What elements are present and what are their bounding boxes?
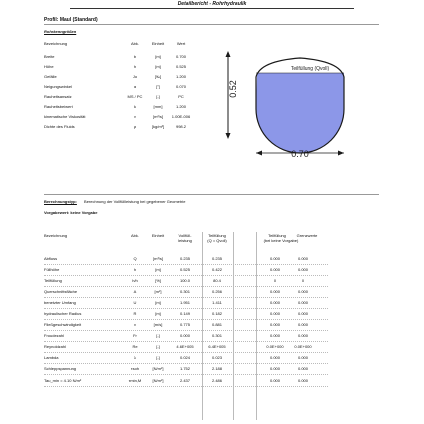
row-v4: 0.000 <box>297 366 308 371</box>
row-unit: [m] <box>155 300 161 305</box>
res-header-v2b: (Q = Qvoll) <box>207 238 227 243</box>
row-name: Füllhöhe <box>44 267 60 272</box>
res-header-v3a: Teilfüllung <box>268 233 286 238</box>
row-v2: 6.4E+005 <box>208 344 226 349</box>
row-v2: 0.182 <box>211 311 222 316</box>
row-value: 1.200 <box>175 104 186 109</box>
calc-type-value: Berechnung der Vollfüllleistung bei gegebener Geometrie <box>84 199 186 204</box>
row-abk: A <box>133 289 137 294</box>
row-v2: 0.256 <box>211 289 222 294</box>
row-v1: 100.0 <box>179 278 190 283</box>
row-v4: 0.0E+000 <box>294 344 312 349</box>
row-v2: 80.4 <box>213 278 221 283</box>
row-divider <box>44 386 328 387</box>
section-divider <box>44 194 379 195</box>
row-v1: 1.752 <box>179 366 190 371</box>
row-abk: τmin,M <box>128 378 142 383</box>
row-value: 0.070 <box>175 84 186 89</box>
row-v1: 0.149 <box>179 311 190 316</box>
col-header-value: Wert <box>176 41 186 46</box>
row-v4: 0.000 <box>297 256 308 261</box>
profile-divider <box>44 24 379 25</box>
row-name: Froudezahl <box>44 333 65 338</box>
row-v1: 2.437 <box>179 378 190 383</box>
profile-label: Profil: <box>44 17 59 23</box>
row-unit: [%] <box>155 278 161 283</box>
row-unit: [‰] <box>154 74 162 79</box>
row-v4: 0.000 <box>297 289 308 294</box>
row-abk: h/h <box>132 278 138 283</box>
row-v1: 1.951 <box>179 300 190 305</box>
res-header-name: Bezeichnung <box>44 233 68 238</box>
row-unit: [m] <box>155 311 161 316</box>
row-value: 1.200 <box>175 74 186 79</box>
res-header-v1b: leistung <box>178 238 192 243</box>
row-divider <box>44 319 328 320</box>
row-v3: 0.000 <box>269 333 280 338</box>
row-unit: [-] <box>156 355 160 360</box>
row-v2: 0.422 <box>211 267 222 272</box>
res-header-v3b: (bei keine Vorgabe) <box>263 238 299 243</box>
row-divider <box>44 352 328 353</box>
row-unit: [m] <box>155 267 161 272</box>
row-name: Gefälle <box>44 74 57 79</box>
res-header-abk: Abk. <box>130 233 139 238</box>
row-name: Breite <box>44 54 55 59</box>
report-header <box>0 0 424 10</box>
row-v3: 0.000 <box>269 322 280 327</box>
row-v4: 0.000 <box>297 311 308 316</box>
row-name: Neigungswinkel <box>44 84 73 89</box>
row-unit: [m/s] <box>153 322 163 327</box>
row-abk: ν <box>134 114 136 119</box>
row-value: 998.2 <box>175 124 186 129</box>
row-name: Rauheitsansatz <box>44 94 72 99</box>
row-abk: v <box>134 322 136 327</box>
row-v1: 0.301 <box>179 289 190 294</box>
res-header-v4a: Grenzwerte <box>296 233 318 238</box>
row-v3: 0.000 <box>269 300 280 305</box>
row-unit: [°] <box>156 84 160 89</box>
row-v2: 2.486 <box>211 378 222 383</box>
row-abk: Re <box>132 344 138 349</box>
row-abk: τsoh <box>130 366 140 371</box>
row-name: Abfluss <box>44 256 58 261</box>
res-header-v2a: Teilfüllung <box>208 233 226 238</box>
row-abk: k <box>134 104 136 109</box>
row-v2: 1.411 <box>212 300 222 305</box>
row-divider <box>44 297 328 298</box>
row-name: Lambda <box>44 355 59 360</box>
row-unit: [N/m²] <box>152 366 164 371</box>
row-name: benetzter Umfang <box>44 300 76 305</box>
row-unit: [m²] <box>154 289 162 294</box>
row-unit: [kg/m³] <box>151 124 165 129</box>
row-name: Rauheitsbeiwert <box>44 104 73 109</box>
row-v4: 0.000 <box>297 355 308 360</box>
row-abk: MS / PC <box>127 94 143 99</box>
row-name: hydraulischer Radius <box>44 311 82 316</box>
row-v4: 0.000 <box>297 333 308 338</box>
res-header-v1a: Vollfüll- <box>178 233 192 238</box>
row-v1: 0.000 <box>179 333 190 338</box>
row-unit: [m] <box>155 64 161 69</box>
row-v1: 4.6E+005 <box>176 344 194 349</box>
row-unit: [m] <box>155 54 161 59</box>
row-v4: 0.000 <box>297 322 308 327</box>
row-v2: 0.881 <box>211 322 222 327</box>
row-divider <box>44 308 328 309</box>
col-header-unit: Einheit <box>151 41 165 46</box>
profile-value: Maul (Standard) <box>59 17 98 23</box>
row-v3: 0.000 <box>269 366 280 371</box>
row-v3: 0.000 <box>269 256 280 261</box>
col-header-name: Bezeichnung <box>44 41 68 46</box>
row-name: Reynoldzahl <box>44 344 67 349</box>
row-divider <box>44 330 328 331</box>
row-v3: 0.000 <box>269 267 280 272</box>
row-value: 0.700 <box>175 54 186 59</box>
row-abk: Q <box>133 256 137 261</box>
vorgabe-label: Vorgabewert: <box>44 210 70 215</box>
row-divider <box>44 341 328 342</box>
row-abk: h <box>133 64 137 69</box>
vorgabe-value: keine Vorgabe <box>70 210 98 215</box>
row-abk: Jo <box>132 74 138 79</box>
row-value: PC <box>178 94 184 99</box>
row-name: Teilfüllung <box>44 278 62 283</box>
row-name: Fließgeschwindigkeit <box>44 322 82 327</box>
height-label: 0.52 <box>228 80 238 98</box>
rohr-section-title: Rohrkenngrößen <box>44 29 77 34</box>
res-header-unit: Einheit <box>151 233 165 238</box>
row-v3: 0.000 <box>269 378 280 383</box>
row-v3: 0.000 <box>269 311 280 316</box>
row-v1: 0.525 <box>179 267 190 272</box>
row-v3: 0.0E+000 <box>266 344 284 349</box>
results-table-header-2 <box>0 238 424 248</box>
row-v1: 0.775 <box>179 322 190 327</box>
row-divider <box>44 264 328 265</box>
row-unit: [mm] <box>153 104 163 109</box>
row-v4: 0 <box>301 278 305 283</box>
calc-type-label: Berechnungstyp: <box>44 199 77 204</box>
row-v4: 0.000 <box>297 378 308 383</box>
row-v3: 0.000 <box>269 355 280 360</box>
row-name: Dichte des Fluids <box>44 124 75 129</box>
fill-label: Teilfüllung (Qvoll) <box>290 66 330 72</box>
row-unit: [-] <box>156 94 160 99</box>
profile-diagram <box>200 45 390 165</box>
report-title: Detailbericht - Rohrhydraulik <box>177 1 247 7</box>
row-abk: R <box>133 311 137 316</box>
row-unit: [m²/s] <box>153 114 163 119</box>
header-rule <box>70 8 354 9</box>
row-v2: 0.235 <box>211 256 222 261</box>
row-v4: 0.000 <box>297 267 308 272</box>
row-abk: U <box>133 300 137 305</box>
width-label: 0.70 <box>291 149 309 159</box>
row-v4: 0.000 <box>297 300 308 305</box>
row-v2: 2.188 <box>211 366 222 371</box>
row-divider <box>44 275 328 276</box>
row-unit: [m³/s] <box>153 256 163 261</box>
row-abk: Fr <box>133 333 137 338</box>
row-name: Schleppspannung <box>44 366 77 371</box>
row-v1: 0.235 <box>179 256 190 261</box>
row-divider <box>44 286 328 287</box>
row-v3: 0 <box>273 278 277 283</box>
row-unit: [-] <box>156 344 160 349</box>
row-v3: 0.000 <box>269 289 280 294</box>
calc-type-line <box>44 199 185 204</box>
row-abk: ρ <box>133 124 137 129</box>
row-abk: λ <box>134 355 136 360</box>
row-abk: h <box>133 267 137 272</box>
vorgabe-line <box>44 210 97 215</box>
row-unit: [-] <box>156 333 160 338</box>
row-name: Höhe <box>44 64 54 69</box>
row-divider <box>44 374 328 375</box>
row-name: kinematische Viskosität <box>44 114 86 119</box>
row-abk: b <box>133 54 137 59</box>
profile-line <box>44 17 98 23</box>
row-value: 0.525 <box>175 64 186 69</box>
row-v2: 0.301 <box>211 333 222 338</box>
row-abk: α <box>133 84 137 89</box>
col-header-abk: Abk. <box>130 41 139 46</box>
row-divider <box>44 363 328 364</box>
row-name: Tau_min = 4.10 N/m² <box>44 378 82 383</box>
row-name: Querschnittsfläche <box>44 289 78 294</box>
row-unit: [N/m²] <box>152 378 164 383</box>
row-v1: 0.024 <box>179 355 190 360</box>
row-value: 1.00E-006 <box>171 114 191 119</box>
row-v2: 0.023 <box>211 355 222 360</box>
